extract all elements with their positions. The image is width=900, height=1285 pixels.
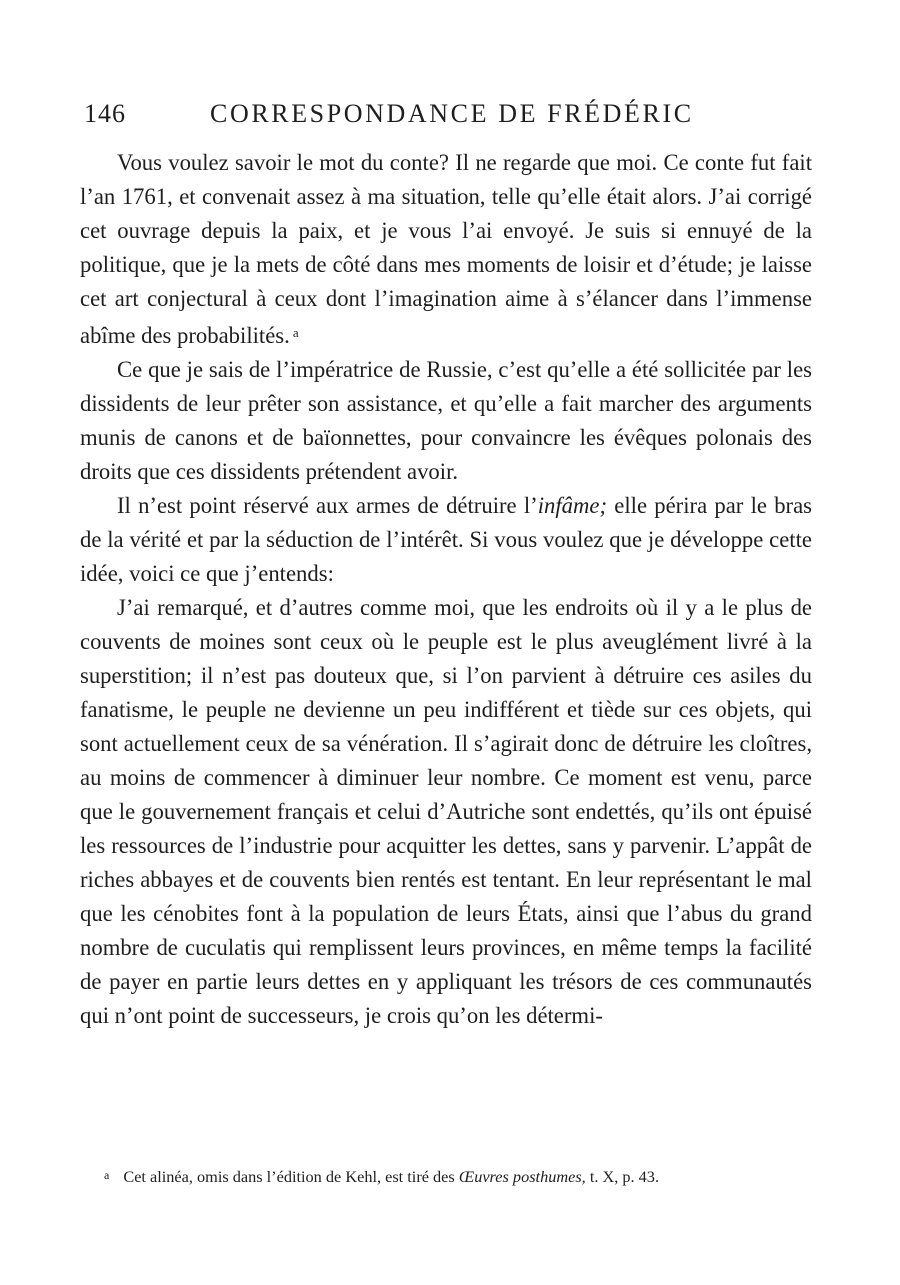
footnote <box>104 1164 804 1188</box>
page-header <box>84 99 814 139</box>
paragraph-1-text: Vous voulez savoir le mot du conte? Il ne regarde que moi. Ce conte fut fait l’an 1761, et convenait assez à ma situation, telle qu’elle était alors. J’ai corrigé cet ouvrage depuis la paix, et je vous l’ai envoyé. Je suis si ennuyé de la politique, que je la mets de côté dans mes moments de loisir et d’étude; je laisse cet art conjectural à ceux dont l’imagination aime à s’élancer dans l’immense abîme des probabilités. <box>80 150 812 348</box>
footnote-mark: a <box>104 1168 110 1182</box>
paragraph-1 <box>80 146 812 353</box>
footnote-text-start: Cet alinéa, omis dans l’édition de Kehl, est tiré des <box>123 1167 459 1186</box>
paragraph-3-text-end: elle périra par le bras de la vérité et par la séduction de l’intérêt. Si vous voulez que je développe cette idée, voici ce que j’entends: <box>80 493 812 586</box>
italic-term: infâme; <box>537 493 608 518</box>
page-number: 146 <box>84 99 126 128</box>
footnote-reference: a <box>292 325 299 340</box>
paragraph-2: Ce que je sais de l’impératrice de Russie, c’est qu’elle a été sollicitée par les dissidents de leur prêter son assistance, et qu’elle a fait marcher des arguments munis de canons et de baïonnettes, pour convaincre les évêques polonais des droits que ces dissidents prétendent avoir. <box>80 357 812 484</box>
paragraph-3 <box>80 489 812 591</box>
running-head: CORRESPONDANCE DE FRÉDÉRIC <box>210 99 694 128</box>
paragraph-3-text-start: Il n’est point réservé aux armes de détruire l’ <box>117 493 538 518</box>
footnote-italic-title: Œuvres posthumes, <box>458 1167 586 1186</box>
paragraph-4: J’ai remarqué, et d’autres comme moi, que les endroits où il y a le plus de couvents de moines sont ceux où le peuple est le plus aveuglément livré à la superstition; il n’est pas douteux que, si l’on parvient à détruire ces asiles du fanatisme, le peuple ne devienne un peu indifférent et tiède sur ces objets, qui sont actuellement ceux de sa vénération. Il s’agirait donc de détruire les cloîtres, au moins de commencer à diminuer leur nombre. Ce moment est venu, parce que le gouvernement français et celui d’Autriche sont endettés, qu’ils ont épuisé les ressources de l’industrie pour acquitter les dettes, sans y parvenir. L’appât de riches abbayes et de couvents bien rentés est tentant. En leur représentant le mal que les cénobites font à la population de leurs États, ainsi que l’abus du grand nombre de cuculatis qui remplissent leurs provinces, en même temps la facilité de payer en partie leurs dettes en y appliquant les trésors de ces communautés qui n’ont point de successeurs, je crois qu’on les détermi- <box>80 595 812 1028</box>
body-text <box>80 146 812 1033</box>
footnote-text-end: t. X, p. 43. <box>585 1167 660 1186</box>
